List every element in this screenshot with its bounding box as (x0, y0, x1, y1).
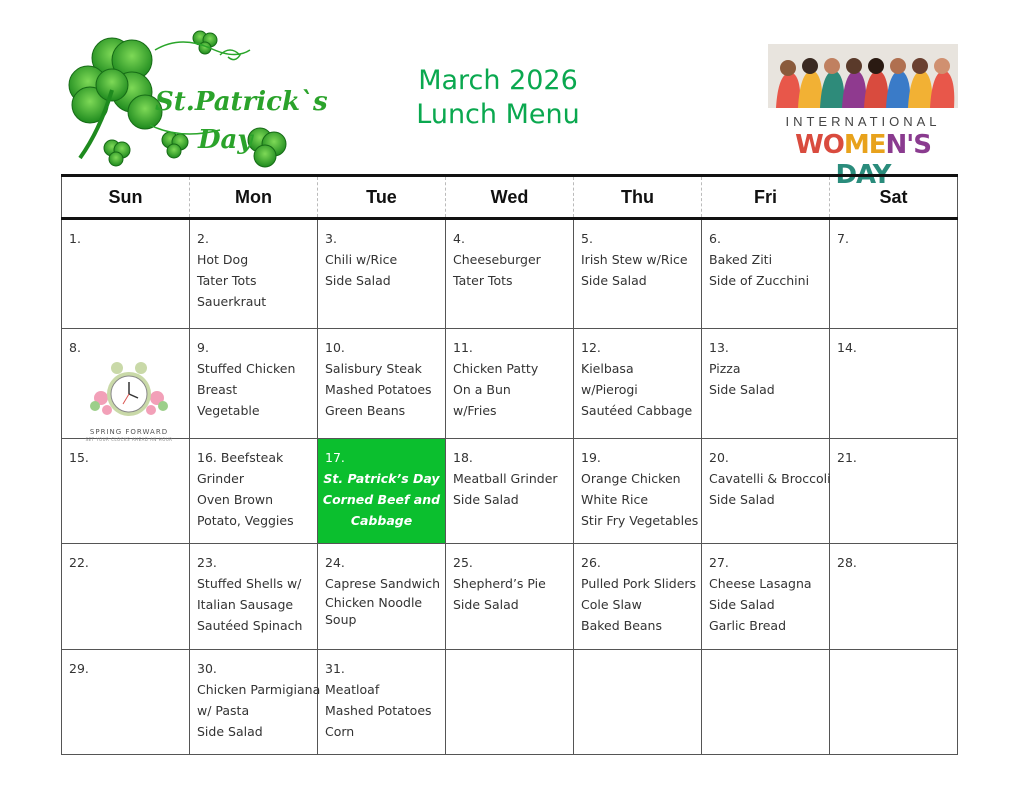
menu-item: Side Salad (709, 597, 775, 612)
menu-item: Side Salad (197, 724, 263, 739)
calendar-day-cell (446, 650, 574, 755)
calendar-day-cell (446, 219, 574, 329)
day-number: 7. (837, 231, 849, 246)
menu-item: Shepherd’s Pie (453, 576, 546, 591)
day-number: 29. (69, 661, 89, 676)
iwd-international-text: INTERNATIONAL (785, 114, 941, 129)
menu-item: Pizza (709, 361, 741, 376)
day-number: 3. (325, 231, 337, 246)
menu-item: Kielbasa (581, 361, 634, 376)
spring-forward-clock (79, 360, 179, 442)
day-number: 1. (69, 231, 81, 246)
day-number: 11. (453, 340, 473, 355)
menu-item: Side Salad (581, 273, 647, 288)
menu-item: Breast (197, 382, 238, 397)
day-number: 31. (325, 661, 345, 676)
menu-item: On a Bun (453, 382, 511, 397)
menu-item: Mashed Potatoes (325, 703, 432, 718)
day-number: 13. (709, 340, 729, 355)
calendar-day-cell (318, 544, 446, 650)
weekday-mon: Mon (190, 176, 318, 219)
menu-item: Mashed Potatoes (325, 382, 432, 397)
calendar-day-cell (702, 650, 830, 755)
calendar-day-cell (190, 219, 318, 329)
menu-item: Chicken Patty (453, 361, 539, 376)
day-number: 2. (197, 231, 209, 246)
calendar-day-cell (190, 650, 321, 755)
day-number: 10. (325, 340, 345, 355)
menu-item: Sautéed Spinach (197, 618, 303, 633)
menu-item: Sautéed Cabbage (581, 403, 693, 418)
menu-item: Orange Chicken (581, 471, 681, 486)
weekday-tue: Tue (318, 176, 446, 219)
day-number: 26. (581, 555, 601, 570)
menu-item: Meatloaf (325, 682, 380, 697)
menu-item: White Rice (581, 492, 649, 507)
menu-item: Cheese Lasagna (709, 576, 812, 591)
day-number: 22. (69, 555, 89, 570)
menu-item: Side Salad (709, 382, 775, 397)
menu-item: Cole Slaw (581, 597, 642, 612)
calendar-day-cell (446, 329, 574, 439)
menu-item: Hot Dog (197, 252, 249, 267)
day-number: 20. (709, 450, 729, 465)
iwd-womens-day-text: WOMEN'S DAY (795, 130, 931, 190)
menu-item: Side Salad (453, 597, 519, 612)
menu-item: Pulled Pork Sliders (581, 576, 697, 591)
menu-item: Cabbage (350, 513, 413, 528)
calendar-day-cell (574, 219, 702, 329)
st-patricks-day-logo (60, 30, 328, 170)
day-number: 18. (453, 450, 473, 465)
calendar-day-cell (318, 650, 446, 755)
calendar-day-cell (574, 544, 702, 650)
day-number: 15. (69, 450, 89, 465)
st-patricks-logo-text: St.Patrick`s (155, 87, 328, 117)
menu-item: Garlic Bread (709, 618, 787, 633)
menu-item: Chili w/Rice (325, 252, 398, 267)
alarm-clock-icon (79, 360, 179, 422)
calendar-day-cell (446, 544, 574, 650)
calendar-week-row (62, 650, 958, 755)
menu-item: Green Beans (325, 403, 406, 418)
menu-item: Chicken Noodle Soup (325, 595, 423, 627)
title-block (380, 64, 616, 132)
menu-item: Side Salad (453, 492, 519, 507)
weekday-wed: Wed (446, 176, 574, 219)
menu-item: Side Salad (709, 492, 775, 507)
menu-item: Salisbury Steak (325, 361, 422, 376)
menu-item: Corned Beef and (322, 492, 441, 507)
calendar-day-cell (318, 329, 446, 439)
calendar-day-cell (702, 439, 830, 544)
calendar-day-cell (574, 329, 702, 439)
menu-item: Baked Ziti (709, 252, 773, 267)
menu-item: Cheeseburger (453, 252, 541, 267)
day-number: 19. (581, 450, 601, 465)
calendar-week-row (62, 544, 958, 650)
calendar-day-cell (702, 219, 830, 329)
spring-forward-subtitle: SET YOUR CLOCKS AHEAD AN HOUR (85, 437, 173, 442)
day-number: 16. Beefsteak (197, 450, 284, 465)
menu-item: Stuffed Chicken (197, 361, 296, 376)
menu-item: Corn (325, 724, 355, 739)
menu-item: Potato, Veggies (197, 513, 294, 528)
menu-item: Stuffed Shells w/ (197, 576, 302, 591)
day-number: 6. (709, 231, 721, 246)
calendar-day-cell (190, 544, 318, 650)
calendar-week-row (62, 329, 958, 439)
calendar-week-row (62, 219, 958, 329)
day-number: 25. (453, 555, 473, 570)
page-header (0, 0, 1024, 190)
menu-item: Chicken Parmigiana (197, 682, 321, 697)
menu-item: Irish Stew w/Rice (581, 252, 688, 267)
weekday-header-row (62, 176, 958, 219)
menu-item: Grinder (197, 471, 244, 486)
day-number: 8. (69, 340, 81, 355)
day-number: 23. (197, 555, 217, 570)
women-faces-icon (768, 44, 958, 108)
calendar-day-cell (62, 439, 190, 544)
menu-item: Oven Brown (197, 492, 274, 507)
calendar-day-cell (62, 650, 190, 755)
weekday-fri: Fri (702, 176, 830, 219)
calendar-day-cell (702, 544, 830, 650)
calendar-day-cell (62, 219, 190, 329)
menu-item: Italian Sausage (197, 597, 294, 612)
day-number: 9. (197, 340, 209, 355)
day-number: 4. (453, 231, 465, 246)
day-number: 17. (325, 450, 345, 465)
menu-item: Side Salad (325, 273, 391, 288)
day-number: 5. (581, 231, 593, 246)
menu-item: Side of Zucchini (709, 273, 810, 288)
calendar-day-cell (830, 650, 958, 755)
menu-item: w/Pierogi (581, 382, 638, 397)
calendar-day-cell (318, 439, 446, 544)
menu-item: Tater Tots (453, 273, 513, 288)
calendar-day-cell (702, 329, 830, 439)
menu-item: w/Fries (453, 403, 497, 418)
menu-item: Caprese Sandwich (325, 576, 440, 591)
page-subtitle: Lunch Menu (416, 99, 580, 130)
calendar-day-cell (830, 329, 958, 439)
day-number: 27. (709, 555, 729, 570)
menu-item: Sauerkraut (197, 294, 267, 309)
calendar-day-cell (830, 219, 958, 329)
calendar-day-cell (62, 329, 190, 442)
spring-forward-title: SPRING FORWARD (89, 428, 169, 436)
weekday-thu: Thu (574, 176, 702, 219)
calendar-day-cell (62, 544, 190, 650)
menu-item: Tater Tots (197, 273, 257, 288)
calendar-day-cell (190, 439, 318, 544)
day-number: 14. (837, 340, 857, 355)
day-number: 30. (197, 661, 217, 676)
menu-item: Stir Fry Vegetables (581, 513, 699, 528)
international-womens-day-logo (768, 44, 958, 190)
weekday-sun: Sun (62, 176, 190, 219)
calendar-day-cell (830, 439, 958, 544)
svg-text:Day: Day (198, 125, 253, 155)
lunch-calendar (61, 174, 958, 755)
menu-item: Vegetable (197, 403, 260, 418)
day-number: 24. (325, 555, 345, 570)
calendar-day-cell (574, 650, 702, 755)
calendar-day-cell (318, 219, 446, 329)
menu-item: St. Patrick’s Day (323, 471, 440, 486)
menu-item: Baked Beans (581, 618, 662, 633)
day-number: 21. (837, 450, 857, 465)
weekday-sat: Sat (830, 176, 958, 219)
calendar-week-row (62, 439, 958, 544)
calendar-day-cell (446, 439, 574, 544)
menu-item: Meatball Grinder (453, 471, 558, 486)
shamrock-icon (60, 30, 328, 170)
day-number: 28. (837, 555, 857, 570)
calendar-day-cell (830, 544, 958, 650)
menu-item: Cavatelli & Broccoli (709, 471, 831, 486)
page-title: March 2026 (418, 65, 578, 96)
day-number: 12. (581, 340, 601, 355)
calendar-day-cell (574, 439, 702, 544)
menu-item: w/ Pasta (197, 703, 250, 718)
calendar-day-cell (190, 329, 318, 439)
